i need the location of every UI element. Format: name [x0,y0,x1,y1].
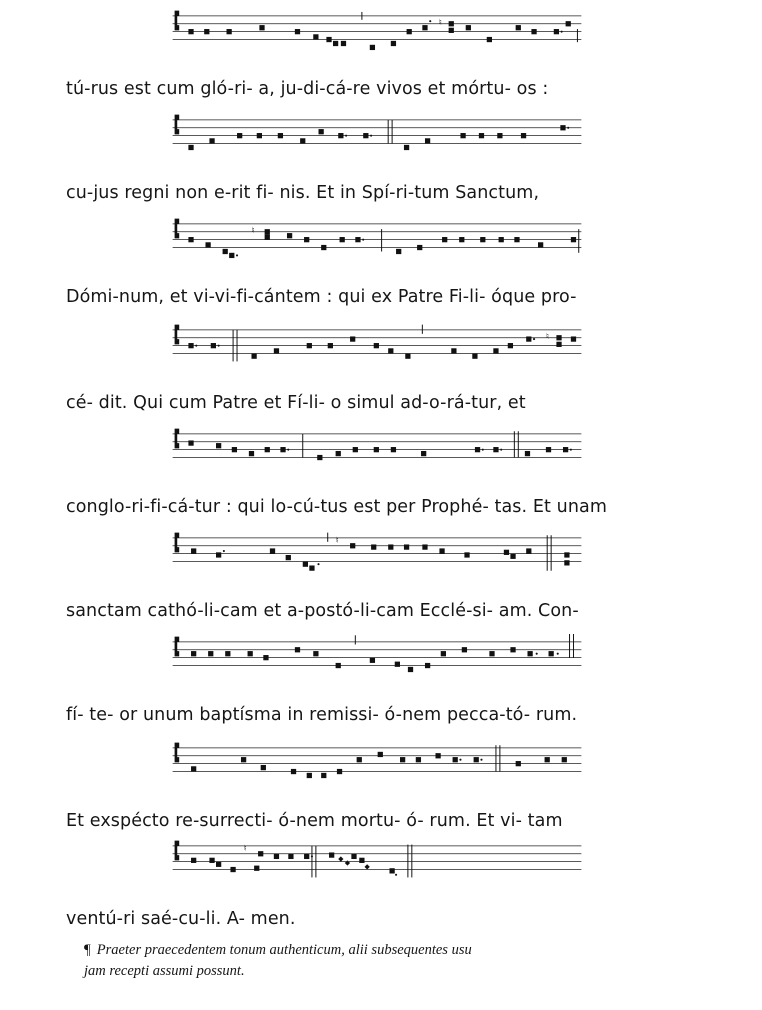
staff-2-neumes [66,112,688,158]
staff-7-neumes [66,634,688,680]
svg-text:♮: ♮ [438,18,442,29]
lyric-line-1: tú-rus est cum gló-ri- a, ju-di-cá-re vivos et mórtu- os : [66,79,549,99]
footnote-line-1 [84,940,690,961]
svg-text:♮: ♮ [335,536,339,547]
staff-8-neumes [66,740,688,786]
staff-5-neumes [66,426,688,472]
staff-4-neumes [66,322,688,368]
svg-text:♮: ♮ [545,332,549,343]
staff-9-neumes [66,838,688,884]
lyric-line-5: conglo-ri-fi-cá-tur : qui lo-cú-tus est per Prophé- tas. Et unam [66,497,607,517]
staff-6-neumes [66,530,688,576]
lyric-line-7: fí- te- or unum baptísma in remissi- ó-nem pecca-tó- rum. [66,705,578,725]
svg-text:♮: ♮ [243,844,247,855]
footnote-rubric [84,940,690,982]
lyric-line-9: ventú-ri saé-cu-li. A- men. [66,909,296,929]
lyric-line-6: sanctam cathó-li-cam et a-postó-li-cam Ecclé-si- am. Con- [66,601,579,621]
lyric-line-2: cu-jus regni non e-rit fi- nis. Et in Spí-ri-tum Sanctum, [66,183,540,203]
svg-text:♮: ♮ [251,226,255,237]
staff-3-neumes [66,216,688,262]
lyric-line-8: Et exspécto re-surrecti- ó-nem mortu- ó- rum. Et vi- tam [66,811,563,831]
staff-1-neumes [66,8,688,54]
lyric-line-4: cé- dit. Qui cum Patre et Fí-li- o simul ad-o-rá-tur, et [66,393,526,413]
footnote-text-1: Praeter praecedentem tonum authenticum, alii subsequentes usu [96,942,472,958]
lyric-line-3: Dómi-num, et vi-vi-fi-cántem : qui ex Patre Fi-li- óque pro- [66,287,577,307]
footnote-line-2: jam recepti assumi possunt. [84,963,245,979]
pilcrow-icon: ¶ [84,942,91,958]
